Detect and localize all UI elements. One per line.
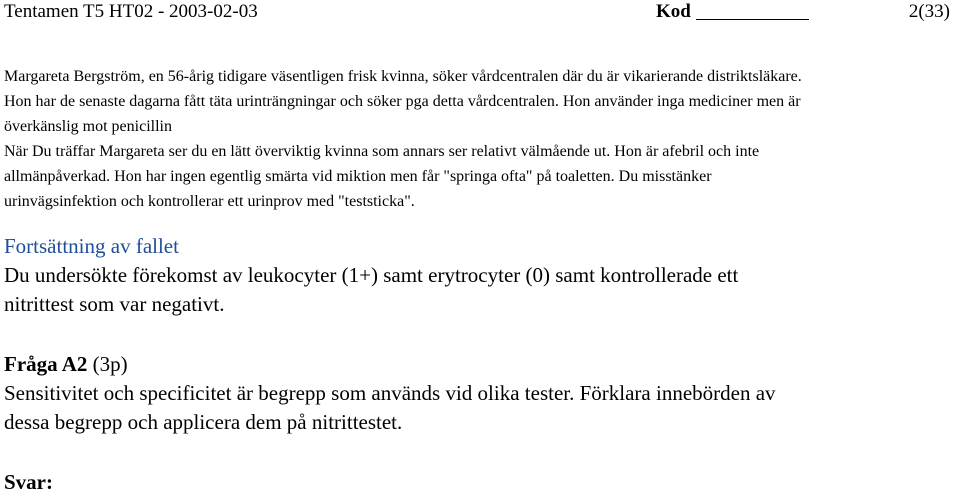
page-number: 2(33) <box>908 1 950 22</box>
case-line: Hon har de senaste dagarna fått täta urinträngningar och söker pga detta vårdcentralen. Hon använder inga mediciner men är <box>4 93 801 110</box>
question-points: (3p) <box>87 352 128 376</box>
code-underline <box>696 19 809 20</box>
code-label: Kod <box>656 1 691 22</box>
answer-label: Svar: <box>4 470 53 494</box>
case-line: urinvägsinfektion och kontrollerar ett urinprov med "teststicka". <box>4 193 415 210</box>
continuation-line: Du undersökte förekomst av leukocyter (1+) samt erytrocyter (0) samt kontrollerade ett <box>4 263 739 287</box>
continuation-line: nitrittest som var negativt. <box>4 292 225 316</box>
case-line: Margareta Bergström, en 56-årig tidigare väsentligen frisk kvinna, söker vårdcentralen där du är vikarierande distriktsläkare. <box>4 68 802 85</box>
question-line: dessa begrepp och applicera dem på nitrittestet. <box>4 410 403 434</box>
question-line: Sensitivitet och specificitet är begrepp som används vid olika tester. Förklara innebörden av <box>4 381 776 405</box>
page-header <box>4 0 956 24</box>
case-description <box>4 64 956 214</box>
continuation-heading: Fortsättning av fallet <box>4 234 179 258</box>
case-line: När Du träffar Margareta ser du en lätt överviktig kvinna som annars ser relativt välmående ut. Hon är afebril och inte <box>4 143 760 160</box>
question-heading <box>4 350 956 379</box>
case-line: överkänslig mot penicillin <box>4 118 172 135</box>
case-line: allmänpåverkad. Hon har ingen egentlig smärta vid miktion men får "springa ofta" på toaletten. Du misstänker <box>4 168 712 185</box>
exam-title: Tentamen T5 HT02 - 2003-02-03 <box>4 1 258 22</box>
question-label: Fråga A2 <box>4 352 88 376</box>
case-continuation <box>4 232 956 319</box>
question-block <box>4 350 956 437</box>
